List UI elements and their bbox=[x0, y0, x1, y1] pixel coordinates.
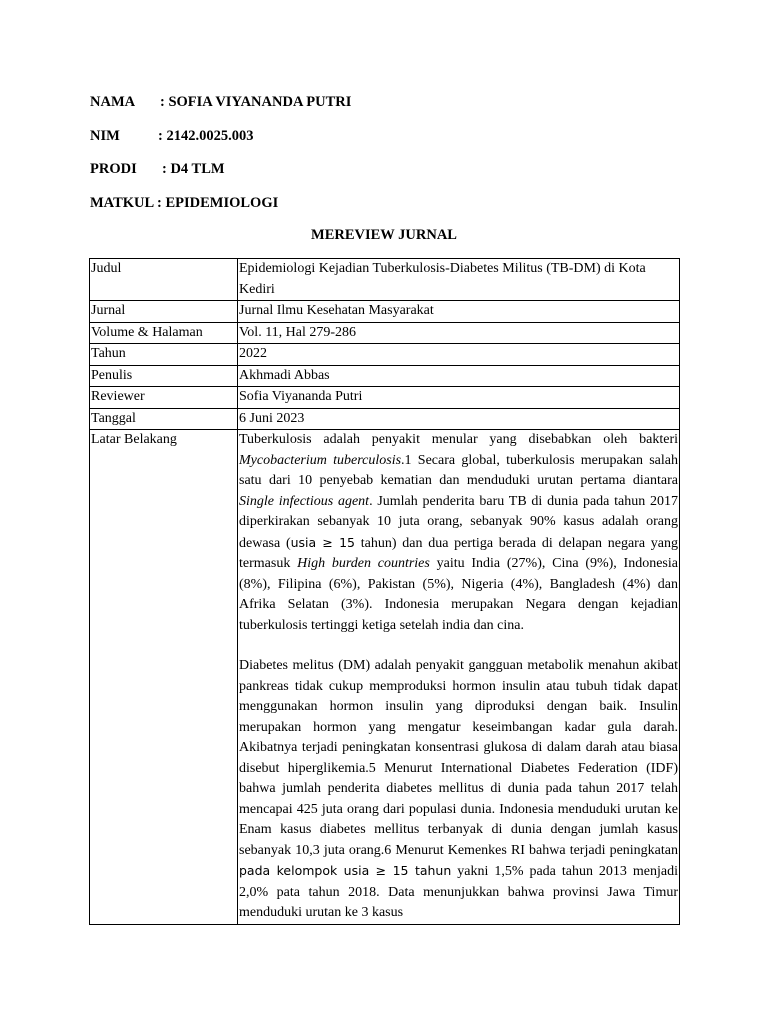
p2-text-2: yakni 1,5% pada tahun 2013 menjadi 2,0% pata tahun 2018. Data menunjukkan bahwa provinsi Jawa Timur menduduki urutan ke 3 kasus bbox=[239, 864, 678, 920]
nim-value: : 2142.0025.003 bbox=[158, 128, 254, 144]
latar-paragraph-2 bbox=[239, 656, 678, 924]
reviewer-value: Sofia Viyananda Putri bbox=[238, 387, 680, 409]
row-volume bbox=[90, 322, 680, 344]
nama-line bbox=[90, 94, 351, 111]
p1-italic-1: Mycobacterium tuberculosis bbox=[239, 452, 402, 468]
p1-text-4: tahun) dan dua pertiga berada di delapan negara yang termasuk bbox=[239, 535, 678, 571]
latar-label: Latar Belakang bbox=[90, 430, 238, 925]
p2-mono-1: pada kelompok usia ≥ 15 tahun bbox=[239, 863, 452, 878]
prodi-label: PRODI bbox=[90, 161, 137, 177]
row-jurnal bbox=[90, 301, 680, 323]
row-penulis bbox=[90, 365, 680, 387]
jurnal-label: Jurnal bbox=[90, 301, 238, 323]
prodi-value: : D4 TLM bbox=[162, 161, 225, 177]
volume-value: Vol. 11, Hal 279-286 bbox=[238, 322, 680, 344]
tanggal-label: Tanggal bbox=[90, 408, 238, 430]
row-tanggal bbox=[90, 408, 680, 430]
nama-label: NAMA bbox=[90, 94, 136, 110]
judul-label: Judul bbox=[90, 259, 238, 301]
p1-text-1: Tuberkulosis adalah penyakit menular yang disebabkan oleh bakteri bbox=[239, 432, 678, 447]
nim-label: NIM bbox=[90, 128, 120, 144]
p1-italic-2: Single infectious agent bbox=[239, 493, 370, 509]
volume-label: Volume & Halaman bbox=[90, 322, 238, 344]
reviewer-label: Reviewer bbox=[90, 387, 238, 409]
row-tahun bbox=[90, 344, 680, 366]
prodi-line bbox=[90, 161, 225, 178]
latar-value bbox=[238, 430, 680, 925]
latar-paragraph-1 bbox=[239, 430, 678, 636]
paragraph-gap bbox=[239, 636, 678, 656]
p1-mono-1: usia ≥ 15 bbox=[290, 534, 355, 550]
p1-italic-3: High burden countries bbox=[297, 556, 430, 571]
p1-text-2: .1 Secara global, tuberkulosis merupakan salah satu dari 10 penyebab kematian dan menduduki urutan pertama diantara bbox=[239, 452, 678, 488]
document-title: MEREVIEW JURNAL bbox=[311, 227, 457, 243]
matkul-line: MATKUL : EPIDEMIOLOGI bbox=[90, 195, 279, 211]
tanggal-value: 6 Juni 2023 bbox=[238, 408, 680, 430]
penulis-value: Akhmadi Abbas bbox=[238, 365, 680, 387]
judul-value: Epidemiologi Kejadian Tuberkulosis-Diabetes Militus (TB-DM) di Kota Kediri bbox=[238, 259, 680, 301]
p1-text-5: yaitu India (27%), Cina (9%), Indonesia (8%), Filipina (6%), Pakistan (5%), Nigeria (4%), Bangladesh (4%) dan Afrika Selatan (3%). Indonesia merupakan Negara dengan kejadian tuberkulosis tertinggi ketiga setelah india dan cina. bbox=[239, 556, 678, 633]
row-judul bbox=[90, 259, 680, 301]
jurnal-value: Jurnal Ilmu Kesehatan Masyarakat bbox=[238, 301, 680, 323]
nim-line bbox=[90, 128, 253, 145]
row-latar-belakang bbox=[90, 430, 680, 925]
penulis-label: Penulis bbox=[90, 365, 238, 387]
tahun-label: Tahun bbox=[90, 344, 238, 366]
p2-text-1: Diabetes melitus (DM) adalah penyakit gangguan metabolik menahun akibat pankreas tidak cukup memproduksi hormon insulin atau tubuh tidak dapat menggunakan hormon insulin yang diproduksi dengan baik. Insulin merupakan hormon yang mengatur keseimbangan kadar gula darah. Akibatnya terjadi peningkatan konsentrasi glukosa di dalam darah atau biasa disebut hiperglikemia.5 Menurut International Diabetes Federation (IDF) bahwa jumlah penderita diabetes mellitus di dunia pada tahun 2017 telah mencapai 425 juta orang dari populasi dunia. Indonesia menduduki urutan ke Enam kasus diabetes mellitus terbanyak di dunia dengan jumlah kasus sebanyak 10,3 juta orang.6 Menurut Kemenkes RI bahwa terjadi peningkatan bbox=[239, 658, 678, 858]
nama-value: : SOFIA VIYANANDA PUTRI bbox=[160, 94, 352, 110]
p1-text-3: . Jumlah penderita baru TB di dunia pada tahun 2017 diperkirakan sebanyak 10 juta orang, sebanyak 90% kasus adalah orang dewasa ( bbox=[239, 493, 679, 551]
tahun-value: 2022 bbox=[238, 344, 680, 366]
row-reviewer bbox=[90, 387, 680, 409]
review-table bbox=[89, 258, 680, 925]
